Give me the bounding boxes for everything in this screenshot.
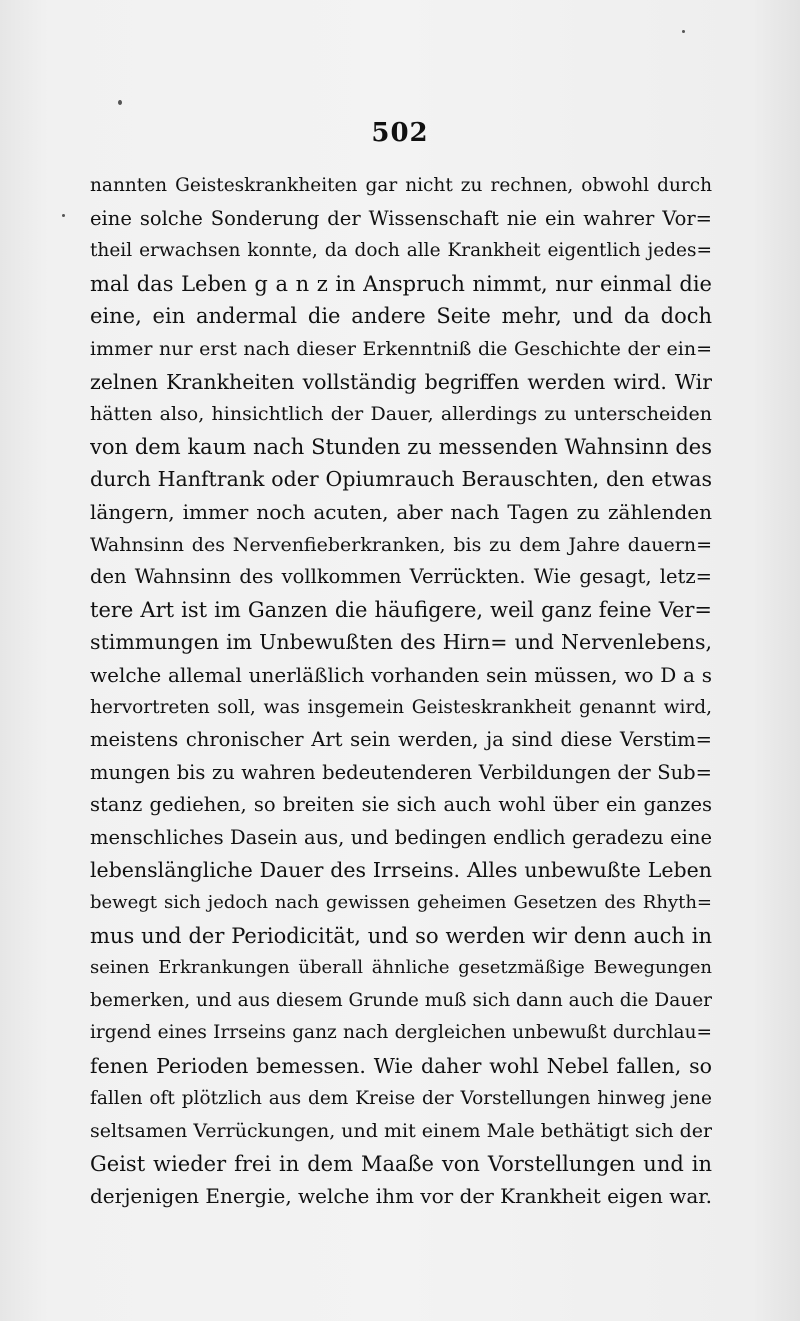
- text-line: hätten also, hinsichtlich der Dauer, allerdings zu unterscheiden: [90, 403, 712, 426]
- body-text: [90, 170, 712, 1213]
- text-line: immer nur erst nach dieser Erkenntniß die Geschichte der ein=: [90, 337, 712, 360]
- text-line: bemerken, und aus diesem Grunde muß sich dann auch die Dauer: [90, 989, 712, 1011]
- text-line: den Wahnsinn des vollkommen Verrückten. Wie gesagt, letz=: [90, 565, 712, 589]
- text-line: eine solche Sonderung der Wissenschaft nie ein wahrer Vor=: [90, 206, 712, 230]
- text-line: fenen Perioden bemessen. Wie daher wohl Nebel fallen, so: [90, 1054, 712, 1079]
- text-line: welche allemal unerläßlich vorhanden sein müssen, wo D a s: [90, 662, 712, 687]
- text-line: fallen oft plötzlich aus dem Kreise der Vorstellungen hinweg jene: [90, 1087, 712, 1109]
- text-line: stimmungen im Unbewußten des Hirn= und Nervenlebens,: [90, 630, 712, 655]
- text-line: eine, ein andermal die andere Seite mehr, und da doch: [90, 304, 712, 329]
- text-line: nannten Geisteskrankheiten gar nicht zu rechnen, obwohl durch: [90, 175, 712, 196]
- text-line: längern, immer noch acuten, aber nach Tagen zu zählenden: [90, 499, 712, 524]
- text-line: tere Art ist im Ganzen die häufigere, weil ganz feine Ver=: [90, 597, 712, 622]
- text-line: bewegt sich jedoch nach gewissen geheimen Gesetzen des Rhyth=: [90, 892, 712, 914]
- text-line: mungen bis zu wahren bedeutenderen Verbildungen der Sub=: [90, 760, 712, 784]
- text-line: Geist wieder frei in dem Maaße von Vorstellungen und in: [90, 1151, 712, 1176]
- text-line: theil erwachsen konnte, da doch alle Krankheit eigentlich jedes=: [90, 240, 712, 262]
- text-line: hervortreten soll, was insgemein Geisteskrankheit genannt wird,: [90, 696, 712, 718]
- paper-speck: [62, 214, 65, 217]
- paper-speck: [118, 100, 122, 105]
- text-line: Wahnsinn des Nervenfieberkranken, bis zu dem Jahre dauern=: [90, 533, 712, 556]
- text-line: stanz gediehen, so breiten sie sich auch wohl über ein ganzes: [90, 793, 712, 817]
- text-line: seltsamen Verrückungen, und mit einem Male bethätigt sich der: [90, 1120, 712, 1143]
- text-line: derjenigen Energie, welche ihm vor der Krankheit eigen war.: [90, 1184, 712, 1209]
- text-line: meistens chronischer Art sein werden, ja sind diese Verstim=: [90, 728, 712, 752]
- text-line: lebenslängliche Dauer des Irrseins. Alles unbewußte Leben: [90, 858, 712, 883]
- text-line: seinen Erkrankungen überall ähnliche gesetzmäßige Bewegungen: [90, 957, 712, 979]
- text-line: durch Hanftrank oder Opiumrauch Berauschten, den etwas: [90, 467, 712, 492]
- page-number: 502: [371, 118, 429, 148]
- text-line: menschliches Dasein aus, und bedingen endlich geradezu eine: [90, 825, 712, 849]
- text-line: zelnen Krankheiten vollständig begriffen werden wird. Wir: [90, 369, 712, 394]
- text-line: mus und der Periodicität, und so werden wir denn auch in: [90, 923, 712, 948]
- paper-speck: [682, 30, 685, 33]
- text-line: irgend eines Irrseins ganz nach dergleichen unbewußt durchlau=: [90, 1022, 712, 1044]
- text-line: mal das Leben g a n z in Anspruch nimmt, nur einmal die: [90, 271, 712, 296]
- text-line: von dem kaum nach Stunden zu messenden Wahnsinn des: [90, 434, 712, 459]
